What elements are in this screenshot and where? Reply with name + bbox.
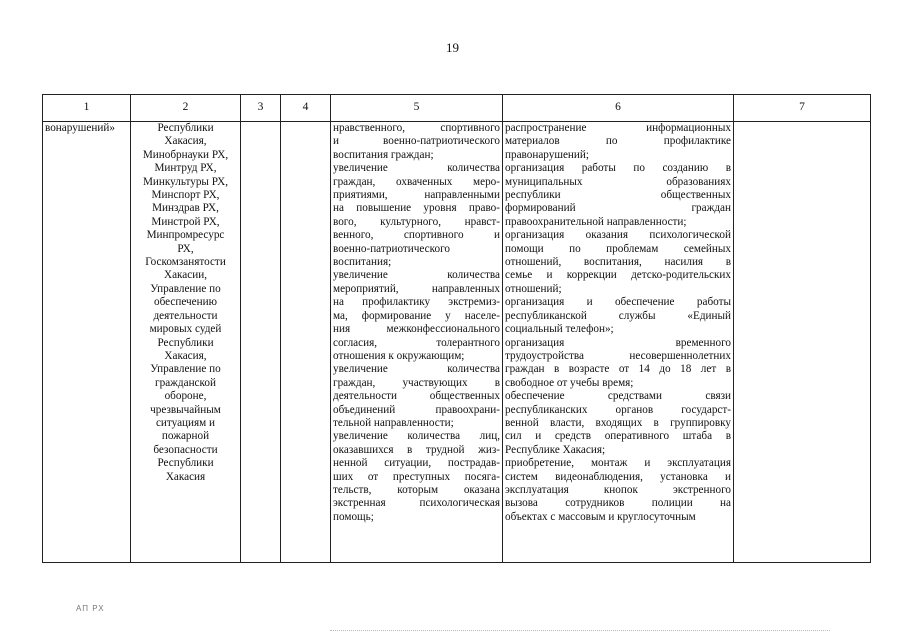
cell-line: социальный телефон»; xyxy=(505,323,614,336)
cell-line: тельной направленности; xyxy=(333,416,454,429)
cell-line: отношений; xyxy=(505,282,562,295)
cell-line: воспитания; xyxy=(333,256,392,269)
cell-line: деятельности xyxy=(153,309,218,322)
cell-line: увеличение количества xyxy=(333,269,500,282)
cell-line: граждан, участвующих в xyxy=(333,376,500,389)
cell-line: республиканской службы «Единый xyxy=(505,309,731,322)
cell-line: Минздрав РХ, xyxy=(152,202,219,215)
cell-line: ния межконфессионального xyxy=(333,323,500,336)
cell-line: на профилактику экстремиз- xyxy=(333,296,500,309)
cell-line: Минстрой РХ, xyxy=(151,215,220,228)
cell-line: правоохранительной направленности; xyxy=(505,215,687,228)
cell-line: организация работы по созданию в xyxy=(505,162,731,175)
cell-line: чрезвычайным xyxy=(150,403,221,416)
cell-line: граждан в возрасте от 14 до 18 лет в xyxy=(505,363,731,376)
cell-line: вызова сотрудников полиции на xyxy=(505,497,731,510)
cell-line: трудоустройства несовершеннолетних xyxy=(505,349,731,362)
cell-line: организация и обеспечение работы xyxy=(505,296,731,309)
cell-line: экстренная психологическая xyxy=(333,497,500,510)
cell-line: приобретение, монтаж и эксплуатация xyxy=(505,457,731,470)
cell-line: тельств, которым оказана xyxy=(333,483,500,496)
cell-line: систем видеонаблюдения, установка и xyxy=(505,470,731,483)
cell-line: мировых судей xyxy=(149,323,222,336)
header-col-4: 4 xyxy=(281,95,331,122)
cell-line: Минпромресурс xyxy=(146,229,225,242)
cell-line: Республики xyxy=(157,457,214,470)
cell-line: увеличение количества xyxy=(333,162,500,175)
cell-line: военно-патриотического xyxy=(333,242,450,255)
cell-line: распространение информационных xyxy=(505,122,731,134)
cell-line: Республике Хакасия; xyxy=(505,443,606,456)
header-col-2: 2 xyxy=(131,95,241,122)
cell-line: гражданской xyxy=(155,376,216,389)
cell-line: ненной ситуации, пострадав- xyxy=(333,457,500,470)
header-col-7: 7 xyxy=(734,95,871,122)
cell-col-7 xyxy=(734,122,871,563)
cell-line: объектах с массовым и круглосуточным xyxy=(505,510,696,523)
cell-line: вонарушений» xyxy=(45,122,115,134)
cell-line: Минтруд РХ, xyxy=(154,162,217,175)
cell-line: организация оказания психологической xyxy=(505,229,731,242)
cell-line: Минспорт РХ, xyxy=(151,189,220,202)
header-row xyxy=(43,95,871,122)
cell-line: сил и средств оперативного штаба в xyxy=(505,430,731,443)
cell-line: организация временного xyxy=(505,336,731,349)
cell-line: помощь; xyxy=(333,510,374,523)
cell-line: Республики xyxy=(157,122,214,134)
cell-line: Госкомзанятости xyxy=(145,256,226,269)
cell-line: венного, спортивного и xyxy=(333,229,500,242)
cell-line: свободное от учебы время; xyxy=(505,376,634,389)
cell-line: нравственного, спортивного xyxy=(333,122,500,134)
cell-line: объединений правоохрани- xyxy=(333,403,500,416)
scan-artifact xyxy=(330,630,830,633)
header-col-1: 1 xyxy=(43,95,131,122)
header-col-6: 6 xyxy=(503,95,734,122)
cell-line: обеспечение средствами связи xyxy=(505,390,731,403)
cell-line: оказавшихся в трудной жиз- xyxy=(333,443,500,456)
table-row xyxy=(43,122,871,563)
cell-line: помощи по проблемам семейных xyxy=(505,242,731,255)
footer-mark: АП РХ xyxy=(76,604,105,613)
cell-col-5 xyxy=(331,122,503,563)
cell-line: Управление по xyxy=(150,363,221,376)
cell-line: правонарушений; xyxy=(505,148,589,161)
program-table xyxy=(42,94,871,563)
cell-line: пожарной xyxy=(161,430,210,443)
cell-line: отношений, воспитания, насилия в xyxy=(505,256,731,269)
cell-line: РХ, xyxy=(177,242,194,255)
cell-line: обеспечению xyxy=(154,296,217,309)
cell-line: увеличение количества xyxy=(333,363,500,376)
cell-line: безопасности xyxy=(153,443,218,456)
cell-line: ма, формирование у населе- xyxy=(333,309,500,322)
cell-line: семье и коррекции детско-родительских xyxy=(505,269,731,282)
cell-col-2 xyxy=(131,122,241,563)
cell-line: отношения к окружающим; xyxy=(333,349,465,362)
cell-line: приятиями, направленными xyxy=(333,189,500,202)
cell-line: ситуациям и xyxy=(155,416,216,429)
cell-line: увеличение количества лиц, xyxy=(333,430,500,443)
cell-line: Минобрнауки РХ, xyxy=(142,148,229,161)
cell-line: обороне, xyxy=(164,390,207,403)
cell-line: формирований граждан xyxy=(505,202,731,215)
cell-line: согласия, толерантного xyxy=(333,336,500,349)
cell-line: ших от преступных посяга- xyxy=(333,470,500,483)
cell-line: Республики xyxy=(157,336,214,349)
cell-line: деятельности общественных xyxy=(333,390,500,403)
cell-line: Хакасия, xyxy=(164,135,207,148)
header-col-3: 3 xyxy=(241,95,281,122)
page-number: 19 xyxy=(446,40,459,55)
cell-line: на повышение уровня право- xyxy=(333,202,500,215)
cell-line: Управление по xyxy=(150,282,221,295)
cell-line: муниципальных образованиях xyxy=(505,175,731,188)
cell-line: воспитания граждан; xyxy=(333,148,434,161)
header-col-5: 5 xyxy=(331,95,503,122)
cell-col-3 xyxy=(241,122,281,563)
cell-line: республики общественных xyxy=(505,189,731,202)
cell-line: Минкультуры РХ, xyxy=(142,175,229,188)
cell-line: республиканских органов государст- xyxy=(505,403,731,416)
cell-line: Хакасии, xyxy=(163,269,207,282)
cell-col-1 xyxy=(43,122,131,563)
cell-col-6 xyxy=(503,122,734,563)
cell-line: эксплуатация кнопок экстренного xyxy=(505,483,731,496)
cell-line: венной власти, входящих в группировку xyxy=(505,416,731,429)
cell-col-4 xyxy=(281,122,331,563)
cell-line: материалов по профилактике xyxy=(505,135,731,148)
cell-line: мероприятий, направленных xyxy=(333,282,500,295)
cell-line: Хакасия, xyxy=(164,349,207,362)
cell-line: граждан, охваченных меро- xyxy=(333,175,500,188)
cell-line: и военно-патриотического xyxy=(333,135,500,148)
cell-line: вого, культурного, нравст- xyxy=(333,215,500,228)
cell-line: Хакасия xyxy=(165,470,206,483)
